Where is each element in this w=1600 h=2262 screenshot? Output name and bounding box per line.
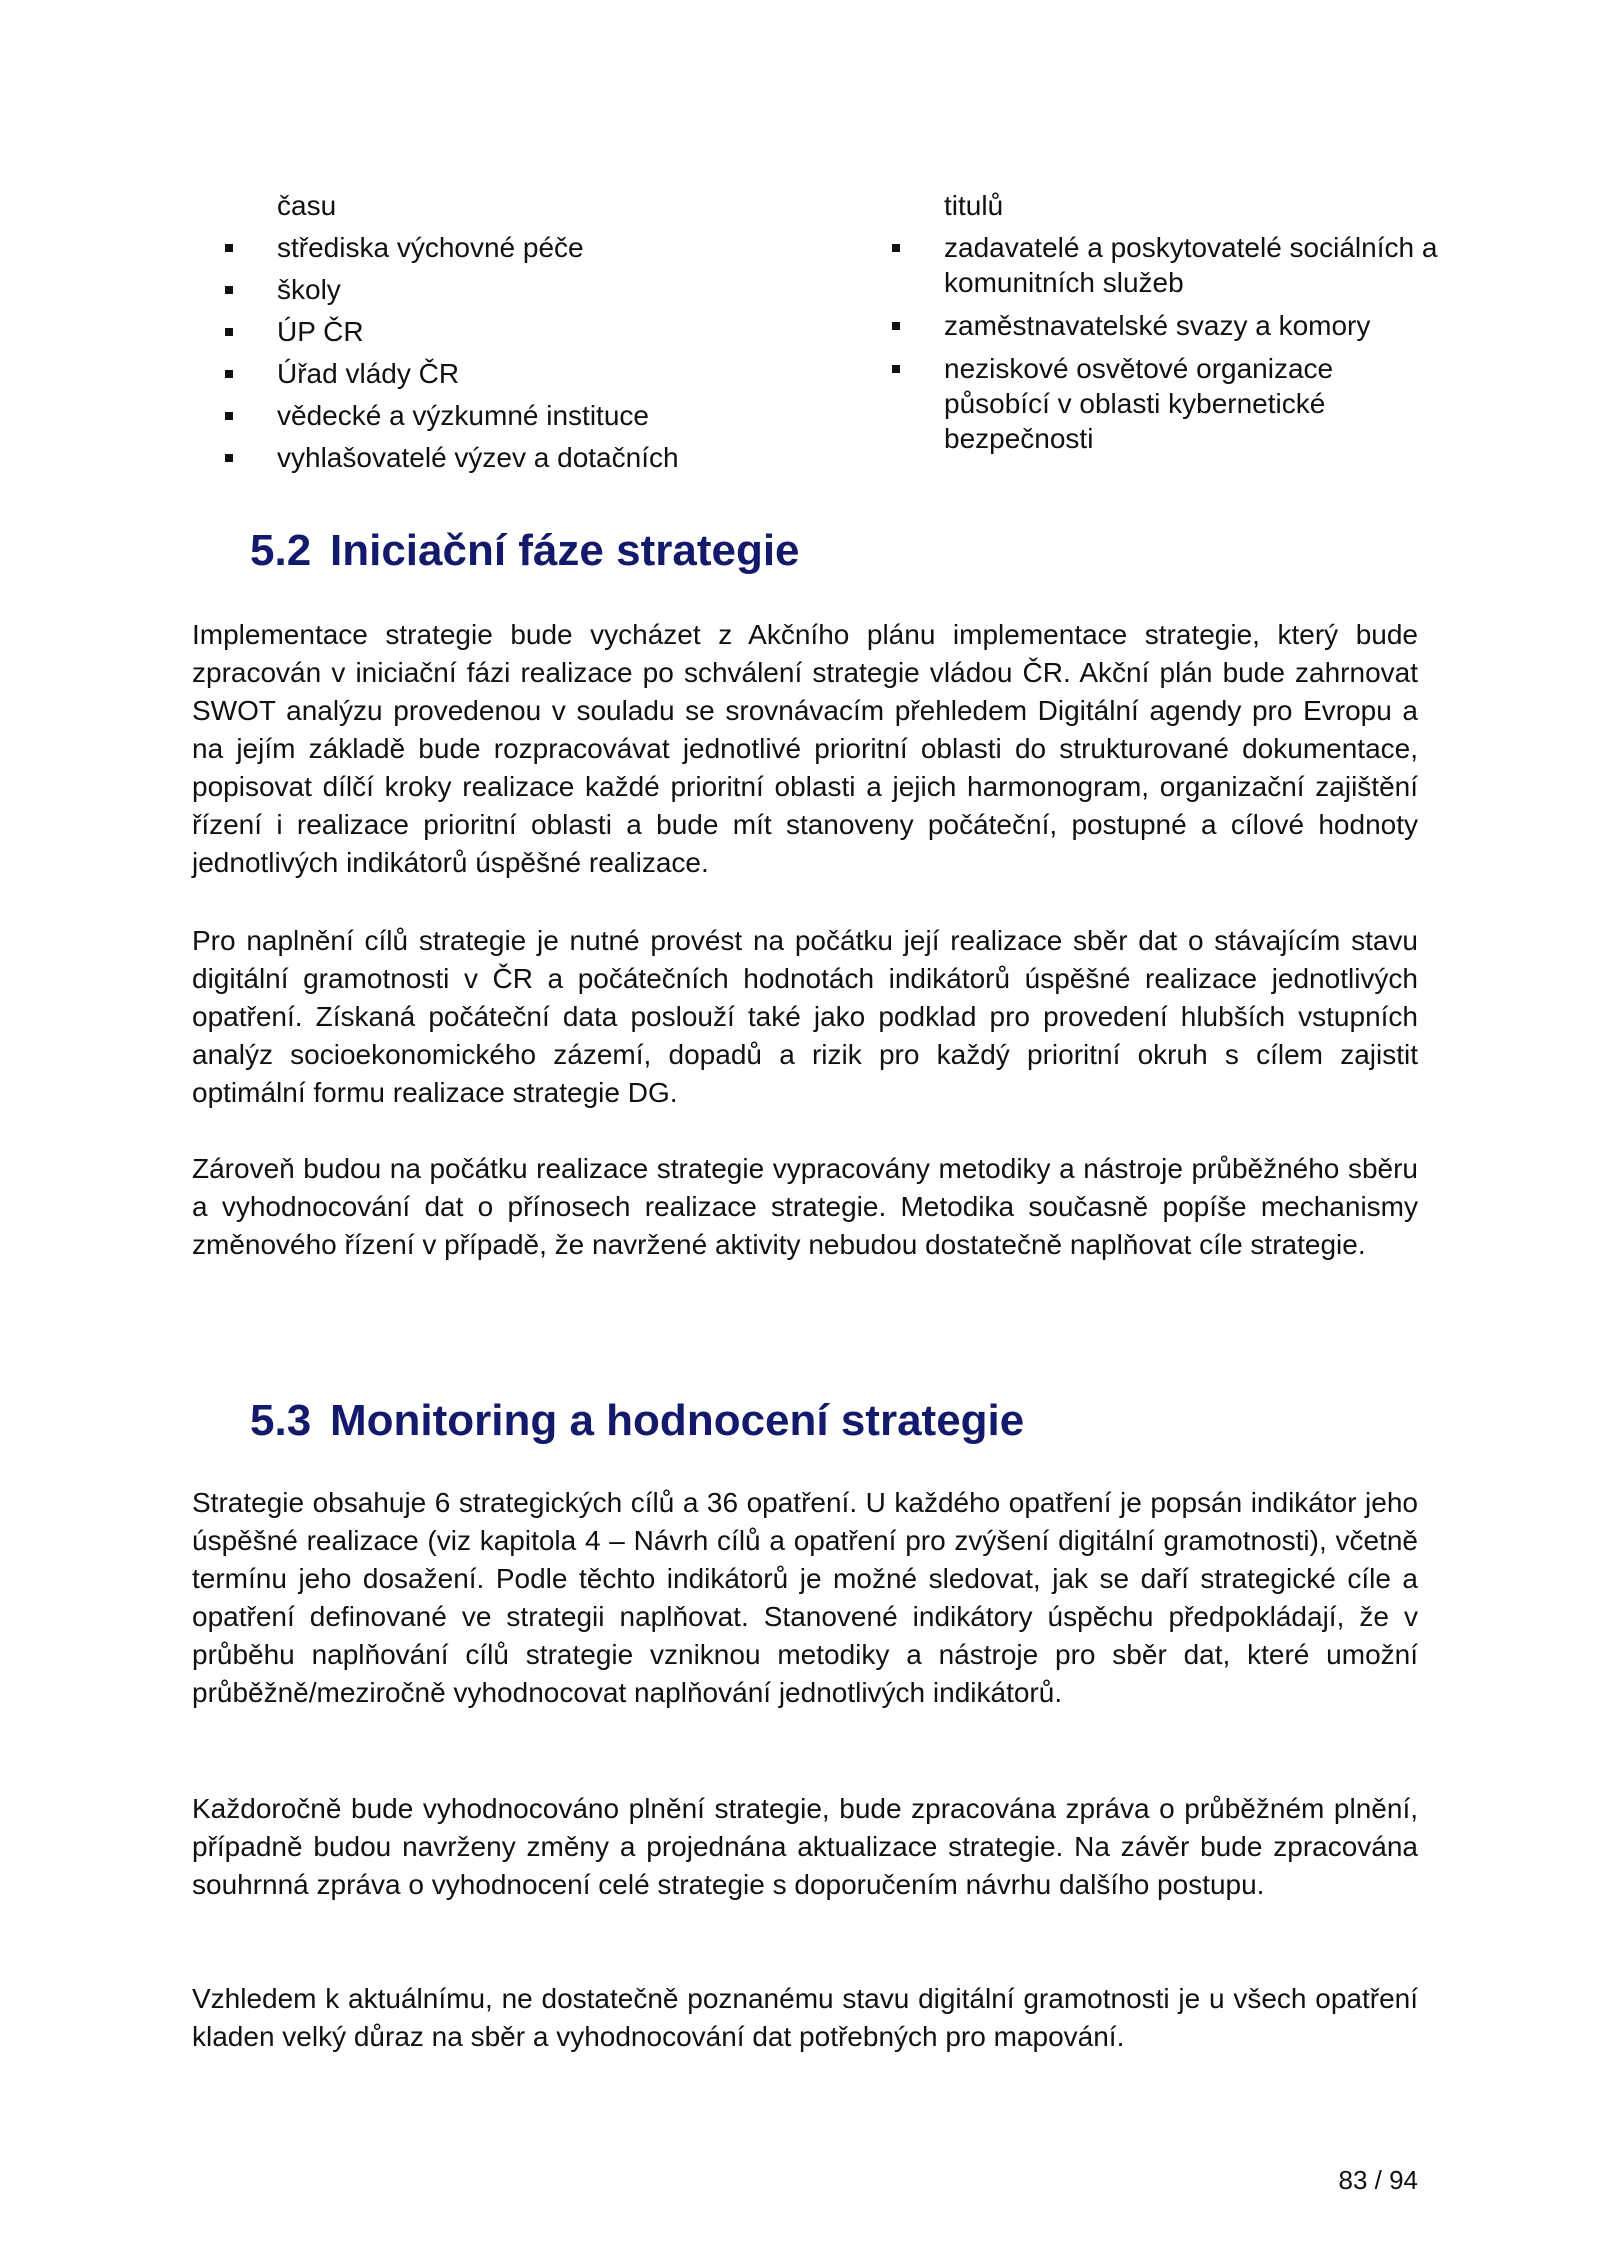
page-number: 83 / 94	[1338, 2165, 1418, 2195]
section-heading-5-2	[250, 524, 800, 578]
list-item-continuation: titulů	[944, 190, 1004, 221]
list-item: vyhlašovatelé výzev a dotačních	[213, 440, 733, 476]
list-item: školy	[213, 272, 733, 308]
list-item: zaměstnavatelské svazy a komory	[880, 308, 1440, 343]
list-item: ÚP ČR	[213, 314, 733, 350]
paragraph: Pro naplnění cílů strategie je nutné provést na počátku její realizace sběr dat o stávajícím stavu digitální gramotnosti v ČR a počátečních hodnotách indikátorů úspěšné realizace jednotlivých opatření. Získaná počáteční data poslouží také jako podklad pro provedení hlubších vstupních analýz socioekonomického zázemí, dopadů a rizik pro každý prioritní okruh s cílem zajistit optimální formu realizace strategie DG.	[192, 925, 1418, 1108]
section-number: 5.3	[250, 1396, 312, 1445]
list-item: střediska výchovné péče	[213, 230, 733, 266]
section-title: Monitoring a hodnocení strategie	[330, 1396, 1025, 1445]
section-number: 5.2	[250, 526, 312, 575]
paragraph: Každoročně bude vyhodnocováno plnění strategie, bude zpracována zpráva o průběžném plnění, případně budou navrženy změny a projednána aktualizace strategie. Na závěr bude zpracována souhrnná zpráva o vyhodnocení celé strategie s doporučením návrhu dalšího postupu.	[192, 1793, 1418, 1900]
list-item: vědecké a výzkumné instituce	[213, 398, 733, 434]
paragraph: Vzhledem k aktuálnímu, ne dostatečně poznanému stavu digitální gramotnosti je u všech opatření kladen velký důraz na sběr a vyhodnocování dat potřebných pro mapování.	[192, 1983, 1418, 2052]
paragraph: Implementace strategie bude vycházet z Akčního plánu implementace strategie, který bude zpracován v iniciační fázi realizace po schválení strategie vládou ČR. Akční plán bude zahrnovat SWOT analýzu provedenou v souladu se srovnávacím přehledem Digitální agendy pro Evropu a na jejím základě bude rozpracovávat jednotlivé prioritní oblasti do strukturované dokumentace, popisovat dílčí kroky realizace každé prioritní oblasti a jejich harmonogram, organizační zajištění řízení i realizace prioritní oblasti a bude mít stanoveny počáteční, postupné a cílové hodnoty jednotlivých indikátorů úspěšné realizace.	[192, 619, 1418, 878]
paragraph: Zároveň budou na počátku realizace strategie vypracovány metodiky a nástroje průběžného sběru a vyhodnocování dat o přínosech realizace strategie. Metodika současně popíše mechanismy změnového řízení v případě, že navržené aktivity nebudou dostatečně naplňovat cíle strategie.	[192, 1153, 1418, 1260]
paragraph: Strategie obsahuje 6 strategických cílů a 36 opatření. U každého opatření je popsán indikátor jeho úspěšné realizace (viz kapitola 4 – Návrh cílů a opatření pro zvýšení digitální gramotnosti), včetně termínu jeho dosažení. Podle těchto indikátorů je možné sledovat, jak se daří strategické cíle a opatření definované ve strategii naplňovat. Stanovené indikátory úspěchu předpokládají, že v průběhu naplňování cílů strategie vzniknou metodiky a nástroje pro sběr dat, které umožní průběžně/meziročně vyhodnocovat naplňování jednotlivých indikátorů.	[192, 1487, 1418, 1708]
bullet-column-left	[213, 188, 733, 482]
list-item: zadavatelé a poskytovatelé sociálních a komunitních služeb	[880, 230, 1440, 300]
list-item: Úřad vlády ČR	[213, 356, 733, 392]
list-item-continuation: času	[277, 190, 337, 221]
section-title: Iniciační fáze strategie	[330, 526, 800, 575]
section-heading-5-3	[250, 1394, 1024, 1448]
list-item: neziskové osvětové organizace působící v oblasti kybernetické bezpečnosti	[880, 351, 1440, 456]
bullet-column-right	[880, 188, 1440, 464]
